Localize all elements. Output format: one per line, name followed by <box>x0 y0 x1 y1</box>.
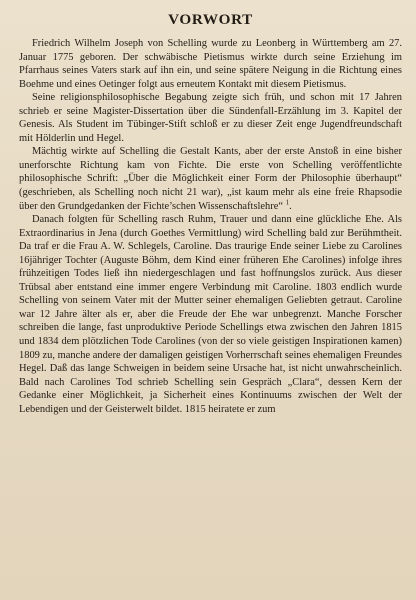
page-heading: VORWORT <box>168 11 253 28</box>
paragraph-2: Seine religionsphilosophische Begabung zeigte sich früh, und schon mit 17 Jahren schrieb er seine Magister-Dissertation über die Sündenfall-Erzählung im 3. Kapitel der Genesis. Als Student im Tübinger-Stift schloß er zu dieser Zeit enge Jugendfreundschaft mit Hölderlin und Hegel. <box>19 92 402 144</box>
paragraph-3 <box>19 145 402 213</box>
paragraph-1: Friedrich Wilhelm Joseph von Schelling wurde zu Leonberg in Württemberg am 27. Januar 1775 geboren. Der schwäbische Pietismus wirkte durch seine Erziehung im Pfarrhaus seines Vaters stark auf ihn ein, und seine spätere Neigung in die Richtung eines Boehme und eines Oetinger folgt aus erneutem Kontakt mit diesem Pietismus. <box>19 38 402 90</box>
paragraph-3-text: Mächtig wirkte auf Schelling die Gestalt Kants, aber der erste Anstoß in eine bisher unerforschte Richtung kam von Fichte. Die erste von Schelling veröffentlichte philosophische Schrift: „Über die Möglichkeit einer Form der Philosophie überhaupt“ (geschrieben, als Schelling noch nicht 21 war), „ist kaum mehr als eine freie Rhapsodie über den Grundgedanken der Fichte’schen Wissenschaftslehre“ <box>19 146 402 212</box>
paragraph-4: Danach folgten für Schelling rasch Ruhm, Trauer und dann eine glückliche Ehe. Als Extraordinarius in Jena (durch Goethes Vermittlung) wird Schelling bald zur Berühmtheit. Da traf er die Frau A. W. Schlegels, Caroline. Das traurige Ende seiner Liebe zu Carolines 16jähriger Tochter (Auguste Böhm, dem Kind einer früheren Ehe Carolines) infolge ihres frühzeitigen Todes ließ ihn niedergeschlagen und fast hoffnungslos zurück. Aus dieser Trübsal aber entstand eine immer engere Verbindung mit Caroline. 1803 endlich wurde Schelling von seinem Vater mit der Mutter seiner ehemaligen Geliebten getraut. Caroline war 12 Jahre älter als er, aber die Freude der Ehe war unbegrenzt. Manche Forscher schreiben die lange, fast unproduktive Periode Schellings etwa zwischen den Jahren 1815 und 1834 dem plötzlichen Tode Carolines (von der so viele geistigen Inspirationen kamen) 1809 zu, manche andere der damaligen geistigen Vorherrschaft seines ehemaligen Freundes Hegel. Daß das lange Schweigen in beidem seine Ursache hat, ist nicht unwahrscheinlich. Bald nach Carolines Tod schrieb Schelling sein Gespräch „Clara“, dessen Kern der Gedanke einer Möglichkeit, ja Sicherheit eines Kontinuums zwischen der Welt der Lebendigen und der Geisterwelt bildet. 1815 heiratete er zum <box>19 214 402 415</box>
footnote-suffix: . <box>289 200 292 212</box>
footnote-marker: 1 <box>285 198 290 207</box>
